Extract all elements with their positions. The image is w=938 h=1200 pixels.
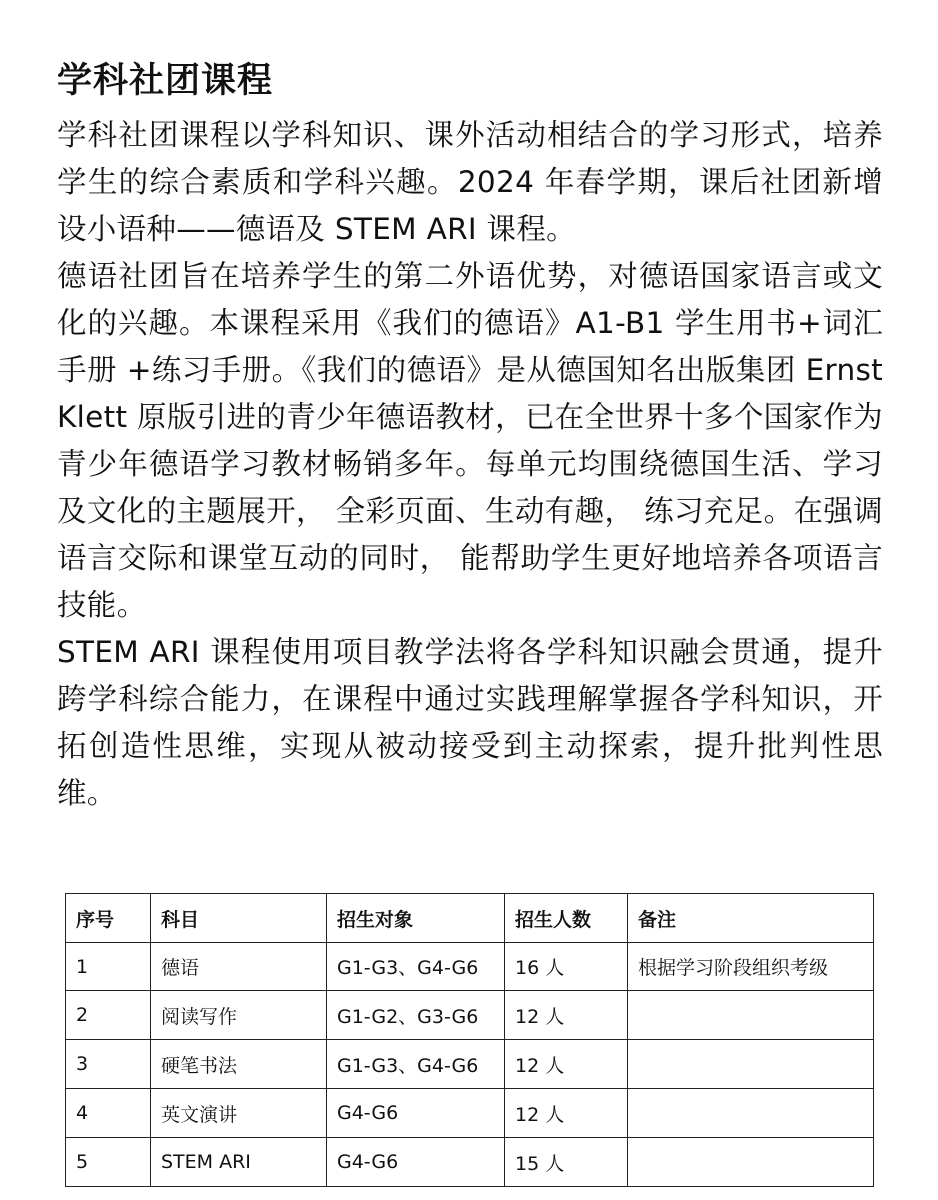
cell-notes	[628, 1040, 874, 1089]
paragraph-intro: 学科社团课程以学科知识、课外活动相结合的学习形式，培养学生的综合素质和学科兴趣。2024 年春学期，课后社团新增设小语种——德语及 STEM ARI 课程。	[57, 118, 883, 246]
cell-index: 4	[66, 1089, 151, 1138]
cell-count: 12 人	[505, 1040, 628, 1089]
header-target: 招生对象	[327, 894, 505, 943]
cell-target: G1-G3、G4-G6	[327, 943, 505, 991]
cell-count: 16 人	[505, 943, 628, 991]
cell-index: 5	[66, 1138, 151, 1187]
cell-notes	[628, 991, 874, 1040]
header-notes: 备注	[628, 894, 874, 943]
table-row	[66, 991, 874, 1040]
table-row	[66, 1040, 874, 1089]
table-row	[66, 1089, 874, 1138]
table-header-row	[66, 894, 874, 943]
cell-index: 3	[66, 1040, 151, 1089]
cell-subject: 阅读写作	[151, 991, 327, 1040]
cell-notes	[628, 1138, 874, 1187]
page-title: 学科社团课程	[57, 61, 274, 101]
cell-target: G4-G6	[327, 1089, 505, 1138]
cell-count: 15 人	[505, 1138, 628, 1187]
cell-notes	[628, 1089, 874, 1138]
body-text	[57, 112, 883, 817]
cell-notes: 根据学习阶段组织考级	[628, 943, 874, 991]
header-subject: 科目	[151, 894, 327, 943]
header-index: 序号	[66, 894, 151, 943]
cell-count: 12 人	[505, 991, 628, 1040]
table-row	[66, 943, 874, 991]
cell-target: G1-G3、G4-G6	[327, 1040, 505, 1089]
table-row	[66, 1138, 874, 1187]
cell-subject: 英文演讲	[151, 1089, 327, 1138]
cell-subject: 德语	[151, 943, 327, 991]
cell-target: G1-G2、G3-G6	[327, 991, 505, 1040]
cell-subject: STEM ARI	[151, 1138, 327, 1187]
course-table	[65, 893, 874, 1187]
paragraph-german: 德语社团旨在培养学生的第二外语优势，对德语国家语言或文化的兴趣。本课程采用《我们的德语》A1-B1 学生用书+词汇手册 +练习手册。《我们的德语》是从德国知名出版集团 Ernst Klett 原版引进的青少年德语教材，已在全世界十多个国家作为青少年德语学习教材畅销多年。每单元均围绕德国生活、学习及文化的主题展开， 全彩页面、生动有趣， 练习充足。在强调语言交际和课堂互动的同时， 能帮助学生更好地培养各项语言技能。	[57, 259, 883, 622]
cell-subject: 硬笔书法	[151, 1040, 327, 1089]
cell-index: 2	[66, 991, 151, 1040]
header-count: 招生人数	[505, 894, 628, 943]
cell-target: G4-G6	[327, 1138, 505, 1187]
cell-index: 1	[66, 943, 151, 991]
cell-count: 12 人	[505, 1089, 628, 1138]
paragraph-stem: STEM ARI 课程使用项目教学法将各学科知识融会贯通，提升跨学科综合能力，在课程中通过实践理解掌握各学科知识，开拓创造性思维，实现从被动接受到主动探索，提升批判性思维。	[57, 635, 883, 810]
